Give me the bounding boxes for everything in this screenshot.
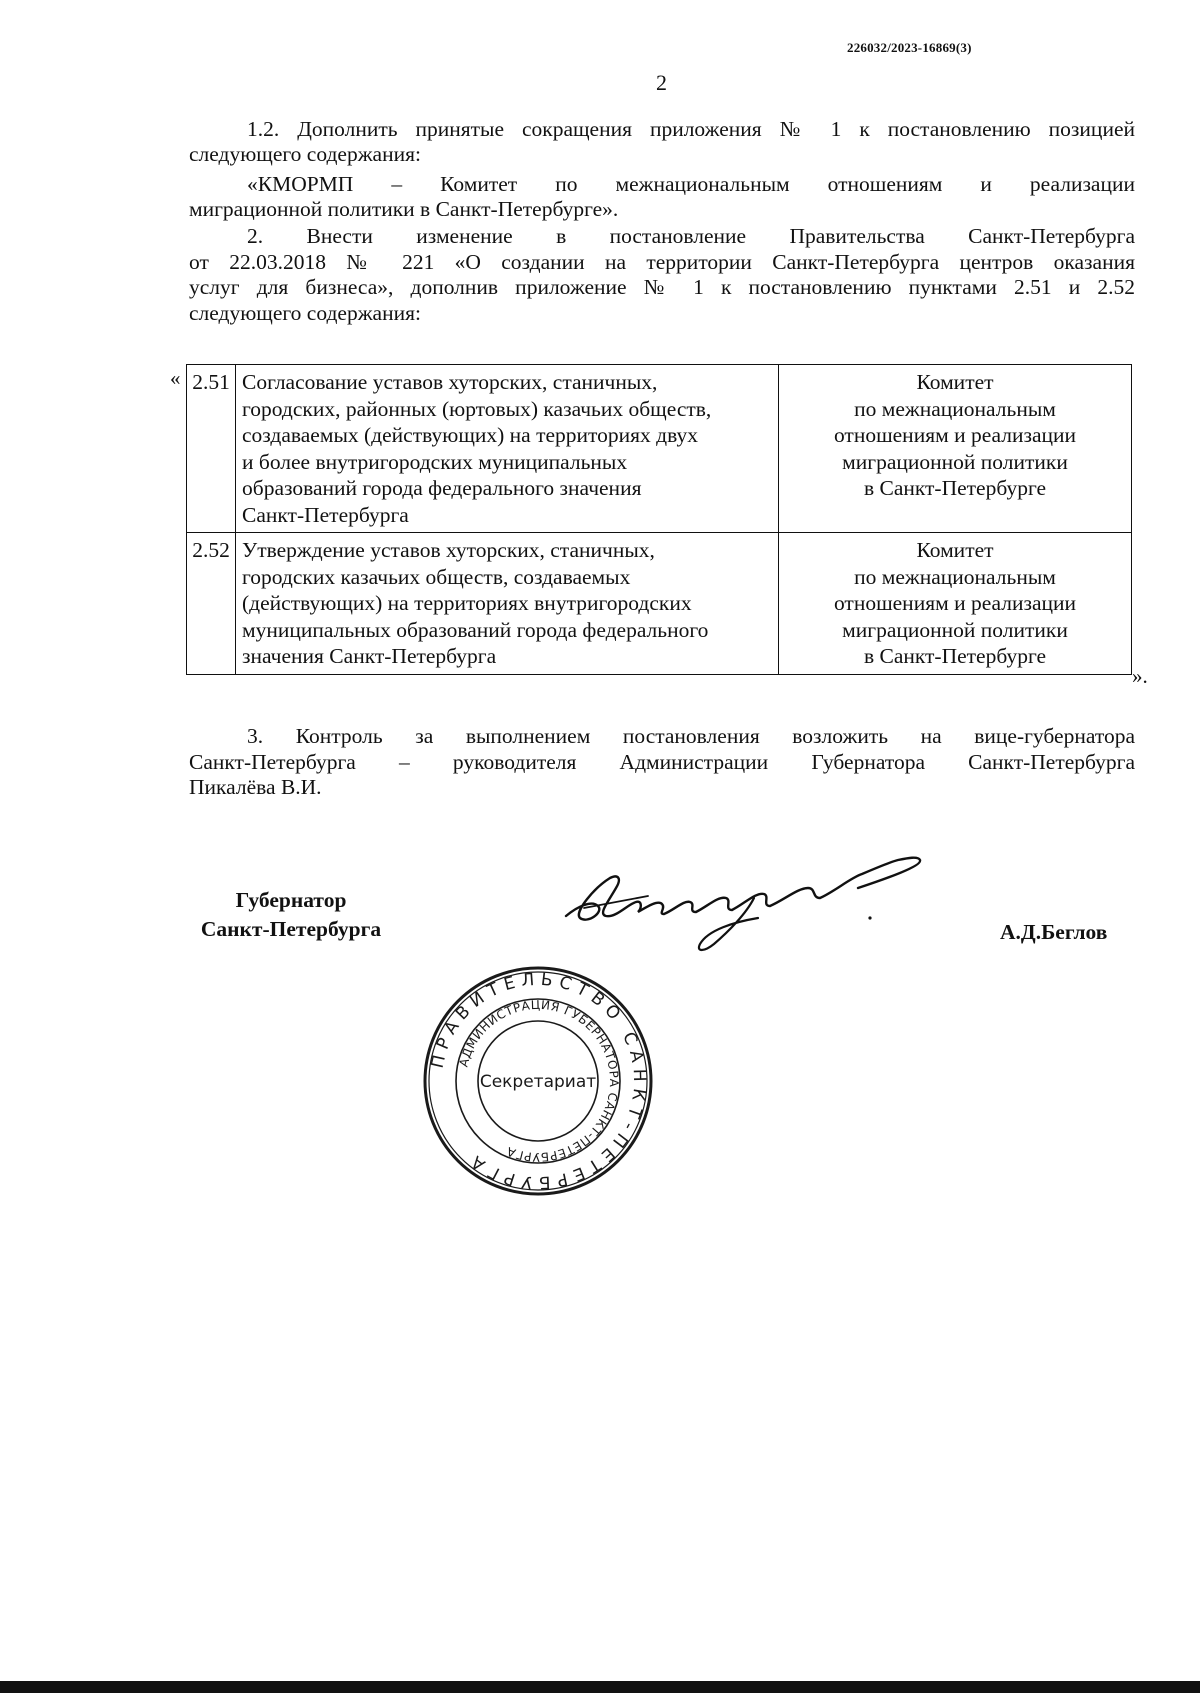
paragraph-2-line-1: «КМОРМП – Комитет по межнациональным отношениям и реализации xyxy=(247,172,1135,196)
table-opening-quote: « xyxy=(170,366,181,390)
description-line: образований города федерального значения xyxy=(242,476,642,500)
responsible-line: по межнациональным xyxy=(854,564,1056,589)
table-row xyxy=(187,533,1132,675)
table-closing-quote: ». xyxy=(1132,664,1148,688)
stamp-inner-text: АДМИНИСТРАЦИЯ ГУБЕРНАТОРА САНКТ-ПЕТЕРБУРГА xyxy=(456,997,622,1165)
description-line: Санкт-Петербурга xyxy=(242,502,409,527)
stamp-outer-text: ПРАВИТЕЛЬСТВО САНКТ-ПЕТЕРБУРГА xyxy=(427,969,650,1193)
scan-edge-bar xyxy=(0,1681,1200,1693)
item-description-cell xyxy=(236,533,779,675)
description-line: и более внутригородских муниципальных xyxy=(242,449,628,474)
description-line: городских казачьих обществ, создаваемых xyxy=(242,564,631,589)
responsible-line: Комитет xyxy=(916,538,994,562)
responsible-line: отношениям и реализации xyxy=(833,423,1077,447)
signatory-title-line-2: Санкт-Петербурга xyxy=(200,917,382,941)
responsible-line: в Санкт-Петербурге xyxy=(863,476,1047,500)
signatory-title xyxy=(186,886,396,944)
description-line: городских, районных (юртовых) казачьих обществ, xyxy=(242,396,712,421)
paragraph-4-line-2: Санкт-Петербурга – руководителя Администрации Губернатора Санкт-Петербурга xyxy=(189,750,1135,774)
responsible-body-cell xyxy=(779,533,1132,675)
official-stamp xyxy=(420,963,656,1199)
paragraph-4-line-1: 3. Контроль за выполнением постановления возложить на вице-губернатора xyxy=(247,724,1135,748)
paragraph-3-line-4: следующего содержания: xyxy=(189,301,421,325)
responsible-line: Комитет xyxy=(916,370,994,394)
item-description-cell xyxy=(236,365,779,533)
description-line: (действующих) на территориях внутригородских xyxy=(242,591,692,615)
paragraph-4-line-3: Пикалёва В.И. xyxy=(189,775,322,799)
paragraph-3-line-3: услуг для бизнеса», дополнив приложение № 1 к постановлению пунктами 2.51 и 2.52 xyxy=(189,275,1135,299)
item-number-cell: 2.52 xyxy=(187,533,236,675)
description-line: значения Санкт-Петербурга xyxy=(242,644,497,668)
page-number: 2 xyxy=(656,70,667,95)
paragraph-3-line-2: от 22.03.2018 № 221 «О создании на территории Санкт-Петербурга центров оказания xyxy=(189,250,1135,274)
paragraph-1-line-2: следующего содержания: xyxy=(189,142,421,166)
stamp-center-text: Секретариат xyxy=(479,1072,597,1092)
item-number-cell: 2.51 xyxy=(187,365,236,533)
description-line: Согласование уставов хуторских, станичных, xyxy=(242,370,658,394)
amendment-table xyxy=(186,364,1132,675)
paragraph-1-line-1: 1.2. Дополнить принятые сокращения приложения № 1 к постановлению позицией xyxy=(247,117,1135,141)
description-line: муниципальных образований города федерального xyxy=(242,617,709,642)
description-line: Утверждение уставов хуторских, станичных, xyxy=(242,538,655,562)
responsible-line: миграционной политики xyxy=(842,617,1068,642)
responsible-line: в Санкт-Петербурге xyxy=(863,644,1047,668)
paragraph-2-line-2: миграционной политики в Санкт-Петербурге». xyxy=(189,197,619,221)
paragraph-3-line-1: 2. Внести изменение в постановление Правительства Санкт-Петербурга xyxy=(247,224,1135,248)
responsible-line: по межнациональным xyxy=(854,396,1056,421)
table-row xyxy=(187,365,1132,533)
handwritten-signature xyxy=(558,848,958,958)
signatory-title-line-1: Губернатор xyxy=(235,888,347,912)
signatory-name: А.Д.Беглов xyxy=(1000,920,1108,944)
description-line: создаваемых (действующих) на территориях двух xyxy=(242,423,699,447)
responsible-line: миграционной политики xyxy=(842,449,1068,474)
responsible-line: отношениям и реализации xyxy=(833,591,1077,615)
document-number: 226032/2023-16869(3) xyxy=(847,40,972,55)
responsible-body-cell xyxy=(779,365,1132,533)
